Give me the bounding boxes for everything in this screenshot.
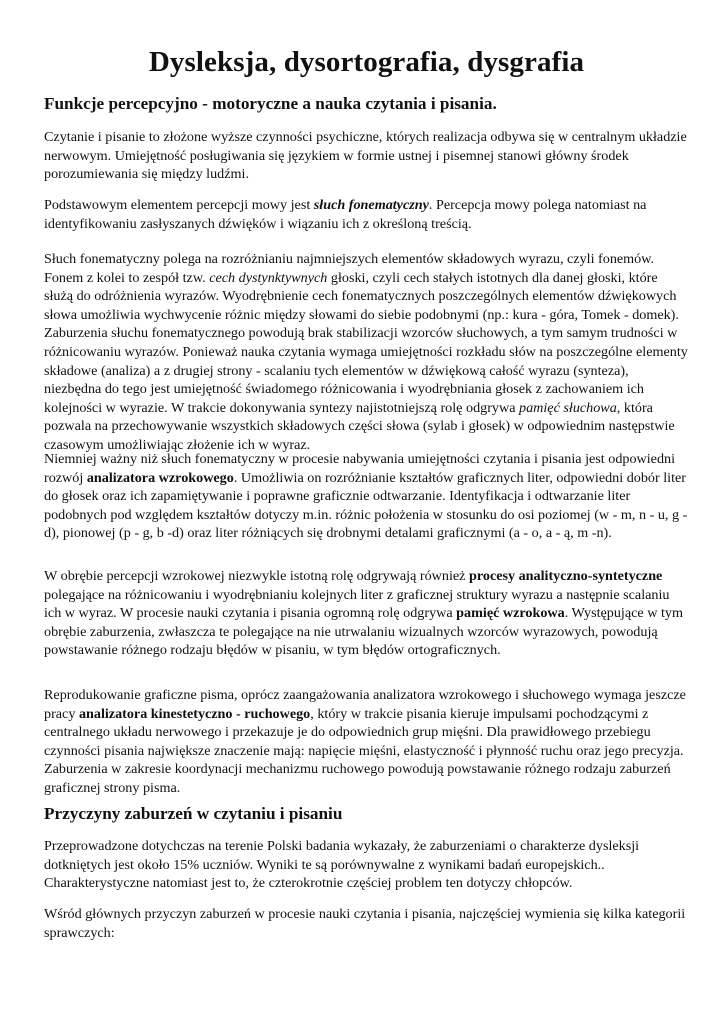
paragraph-intro: Czytanie i pisanie to złożone wyższe czynności psychiczne, których realizacja odbywa się w centralnym układzie nerwowym. Umiejętność posługiwania się językiem w formie ustnej i pisemnej stanowi główny środek porozumiewania się między ludźmi. [44, 129, 687, 183]
emphasis-term: cech dystynktywnych [209, 269, 328, 286]
document-title: Dysleksja, dysortografia, dysgrafia [148, 46, 585, 78]
paragraph-kinesthetic [44, 686, 689, 798]
paragraph-causes-intro: Wśród głównych przyczyn zaburzeń w procesie nauki czytania i pisania, najczęściej wymienia się kilka kategorii sprawczych: [44, 906, 686, 941]
paragraph-research: Przeprowadzone dotychczas na terenie Polski badania wykazały, że zaburzeniami o charakterze dysleksji dotkniętych jest około 15% uczniów. Wyniki te są porównywalne z wynikami badań europejskich.. Charakterystyczne natomiast jest to, że czterokrotnie częściej problem ten dotyczy chłopców. [44, 838, 640, 892]
text-run: . Umożliwia on rozróżnianie kształtów graficznych liter, odpowiedni dobór liter do głosek oraz ich zapamiętywanie i poprawne graficznie odtwarzanie. Identyfikacja i odtwarzanie liter podobnych pod względem kształtów dotyczy m.in. różnic położenia w stosunku do osi poziomej (w - m, n - u, g - d), pionowej (p - g, b -d) oraz liter różniących się drobnymi detalami graficznymi (a - o, a - ą, m -n). [44, 469, 688, 542]
emphasis-term: pamięć słuchowa, [519, 399, 621, 416]
text-run: . Występujące w tym obrębie zaburzenia, zwłaszcza te polegające na nie utrwalaniu wizualnych wzorców wyrazowych, powodują powstawanie różnego rodzaju błędów w pisaniu, w tym błędów ortograficznych. [44, 605, 683, 659]
text-run: głoski, czyli cech stałych istotnych dla danej głoski, które służą do odróżnienia wyrazów. Wyodrębnienie cech fonematycznych poszczególnych elementów dźwiękowych słowa umożliwia wychwycenie różnic między słowami do siebie podobnymi (np.: kura - góra, Tomek - domek). Zaburzenia słuchu fonematycznego powodują brak stabilizacji wzorców słuchowych, a tym samym trudności w różnicowaniu wyrazów. Ponieważ nauka czytania wymaga umiejętności rozkładu słów na poszczególne elementy składowe (analiza) a z drugiej strony - scalaniu tych elementów w dźwiękową całość wyrazu (synteza), niezbędna do tego jest umiejętność świadomego różnicowania i wyodrębniania głosek z zachowaniem ich kolejności w wyrazie. W trakcie dokonywania syntezy najistotniejszą rolę odgrywa [44, 269, 688, 416]
paragraph-analytic-synthetic [44, 567, 689, 660]
text-run: Podstawowym elementem percepcji mowy jest [44, 197, 314, 213]
section-heading-perception: Funkcje percepcyjno - motoryczne a nauka czytania i pisania. [44, 94, 497, 113]
emphasis-term: słuch fonematyczny [313, 197, 429, 213]
bold-term: pamięć wzrokowa [456, 605, 565, 622]
bold-term: analizatora wzrokowego [86, 469, 234, 486]
text-run: Reprodukowanie graficzne pisma, oprócz zaangażowania analizatora wzrokowego i słuchowego wymaga jeszcze pracy [44, 687, 686, 722]
section-heading-causes: Przyczyny zaburzeń w czytaniu i pisaniu [44, 804, 343, 823]
text-run: Słuch fonematyczny polega na rozróżnianiu najmniejszych elementów składowych wyrazu, czyli fonemów. Fonem z kolei to zespół tzw. [44, 251, 655, 286]
paragraph-speech-perception [44, 196, 689, 233]
text-run: . Percepcja mowy polega natomiast na identyfikowaniu zasłyszanych dźwięków i wiązaniu ich z określoną treścią. [44, 197, 647, 232]
bold-term: procesy analityczno-syntetyczne [468, 568, 663, 584]
text-run: polegające na różnicowaniu i wyodrębnianiu kolejnych liter z graficznej struktury wyrazu a następnie scalaniu ich w wyraz. W procesie nauki czytania i pisania ogromną rolę odgrywa [44, 586, 670, 622]
paragraph-phonematic-hearing [44, 250, 689, 455]
bold-term: analizatora kinestetyczno - ruchowego [78, 705, 311, 722]
paragraph-visual-analyzer [44, 450, 689, 543]
text-run: , który w trakcie pisania kieruje impulsami pochodzącymi z centralnego układu nerwowego i przekazuje je do odpowiednich grup mięśni. Dla prawidłowego przebiegu czynności pisania największe znaczenie mają: napięcie mięśni, elastyczność i płynność ruchu oraz jego precyzja. Zaburzenia w zakresie koordynacji mechanizmu ruchowego powodują powstawanie różnego rodzaju zaburzeń graficznej strony pisma. [44, 705, 684, 796]
text-run: W obrębie percepcji wzrokowej niezwykle istotną rolę odgrywają również [44, 568, 469, 584]
text-run: która pozwala na przechowywanie wszystkich składowych części słowa (sylab i głosek) w odpowiednim następstwie czasowym umożliwiając złożenie ich w wyraz. [44, 399, 675, 453]
text-run: Niemniej ważny niż słuch fonematyczny w procesie nabywania umiejętności czytania i pisania jest odpowiedni rozwój [44, 451, 676, 486]
